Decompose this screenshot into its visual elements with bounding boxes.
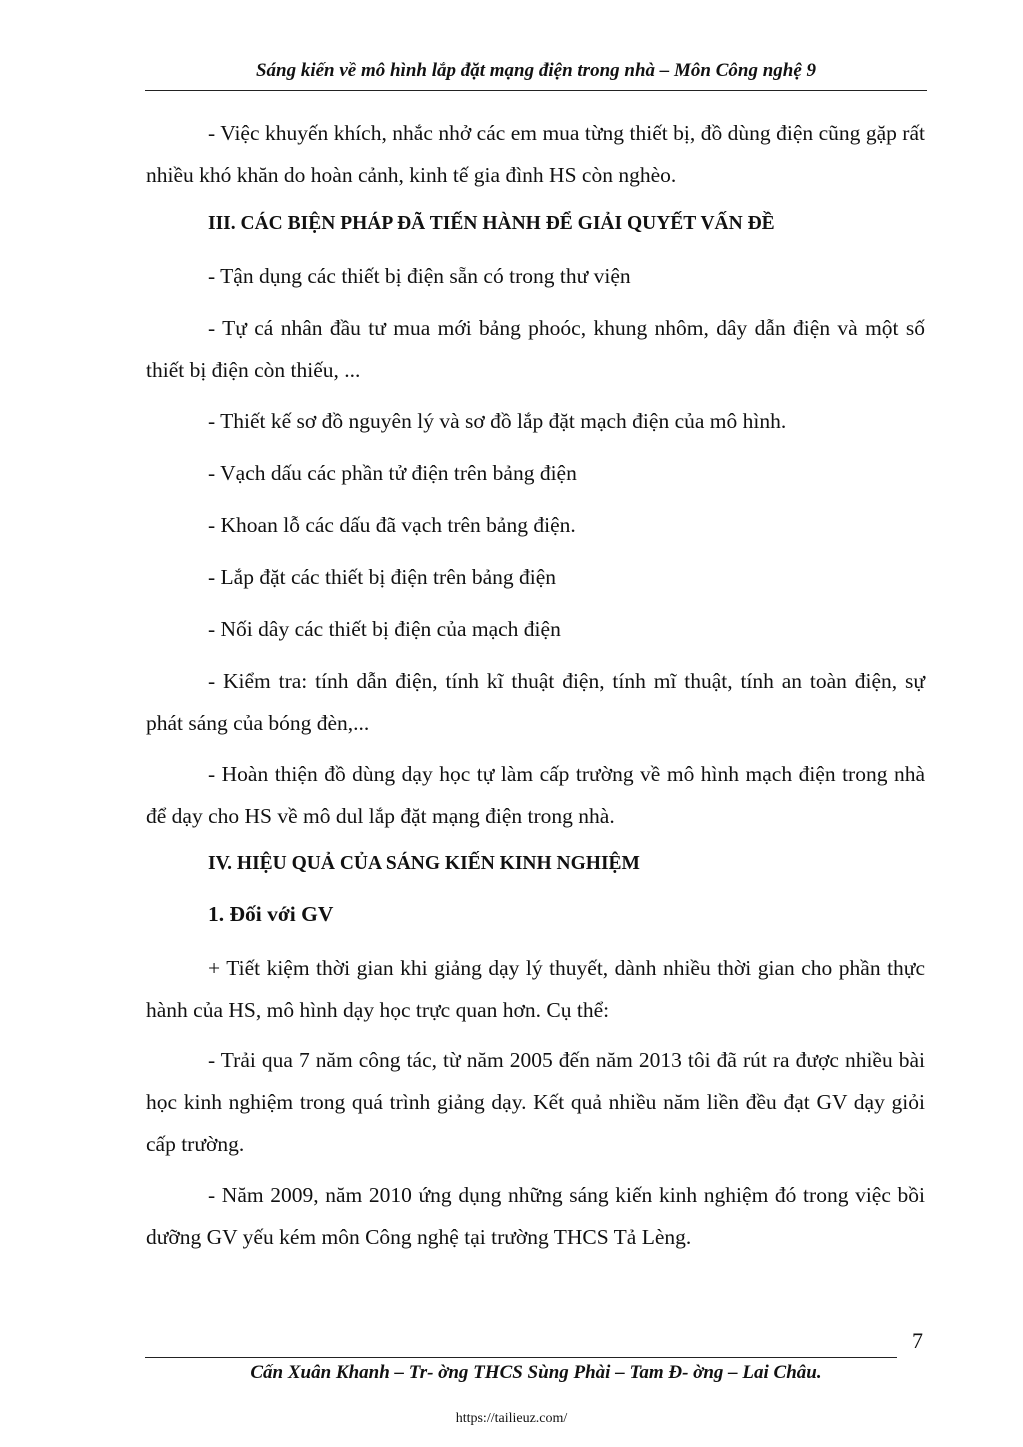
paragraph-finalize-model: - Hoàn thiện đồ dùng dạy học tự làm cấp trường về mô hình mạch điện trong nhà để dạy cho HS về mô dul lắp đặt mạng điện trong nhà.	[146, 762, 925, 828]
paragraph-design-diagrams: - Thiết kế sơ đồ nguyên lý và sơ đồ lắp đặt mạch điện của mô hình.	[208, 409, 787, 433]
paragraph-save-time: + Tiết kiệm thời gian khi giảng dạy lý thuyết, dành nhiều thời gian cho phần thực hành của HS, mô hình dạy học trực quan hơn. Cụ thể:	[146, 956, 925, 1022]
source-url-link[interactable]: https://tailieuz.com/	[455, 1411, 568, 1426]
paragraph-mark-elements: - Vạch dấu các phần tử điện trên bảng điện	[208, 461, 577, 485]
paragraph-family-hardship: - Việc khuyến khích, nhắc nhở các em mua từng thiết bị, đồ dùng điện cũng gặp rất nhiều khó khăn do hoàn cảnh, kinh tế gia đình HS còn nghèo.	[146, 121, 925, 187]
section-heading-iv: IV. HIỆU QUẢ CỦA SÁNG KIẾN KINH NGHIỆM	[208, 853, 640, 874]
subsection-heading-teachers: 1. Đối với GV	[208, 902, 334, 926]
paragraph-wire-devices: - Nối dây các thiết bị điện của mạch điện	[208, 617, 561, 641]
paragraph-seven-years: - Trải qua 7 năm công tác, từ năm 2005 đến năm 2013 tôi đã rút ra được nhiều bài học kinh nghiệm trong quá trình giảng dạy. Kết quả nhiều năm liền đều đạt GV dạy giỏi cấp trường.	[146, 1048, 925, 1156]
paragraph-inspection: - Kiểm tra: tính dẫn điện, tính kĩ thuật điện, tính mĩ thuật, tính an toàn điện, sự phát sáng của bóng đèn,...	[146, 669, 925, 735]
paragraph-training-teachers: - Năm 2009, năm 2010 ứng dụng những sáng kiến kinh nghiệm đó trong việc bồi dưỡng GV yếu kém môn Công nghệ tại trường THCS Tả Lèng.	[146, 1183, 925, 1249]
header-divider	[145, 90, 927, 91]
section-heading-iii: III. CÁC BIỆN PHÁP ĐÃ TIẾN HÀNH ĐỂ GIẢI QUYẾT VẤN ĐỀ	[208, 213, 775, 234]
paragraph-personal-investment: - Tự cá nhân đầu tư mua mới bảng phoóc, khung nhôm, dây dẫn điện và một số thiết bị điện còn thiếu, ...	[146, 316, 925, 382]
paragraph-drill-holes: - Khoan lỗ các dấu đã vạch trên bảng điện.	[208, 513, 576, 537]
footer-divider	[145, 1357, 897, 1358]
page-footer-author: Cấn Xuân Khanh – Tr- ờng THCS Sùng Phài – Tam Đ- ờng – Lai Châu.	[250, 1362, 822, 1383]
page-header-title: Sáng kiến về mô hình lắp đặt mạng điện trong nhà – Môn Công nghệ 9	[255, 60, 817, 81]
paragraph-install-devices: - Lắp đặt các thiết bị điện trên bảng điện	[208, 565, 557, 589]
page-number: 7	[912, 1328, 923, 1353]
paragraph-use-library-devices: - Tận dụng các thiết bị điện sẵn có trong thư viện	[208, 264, 631, 288]
